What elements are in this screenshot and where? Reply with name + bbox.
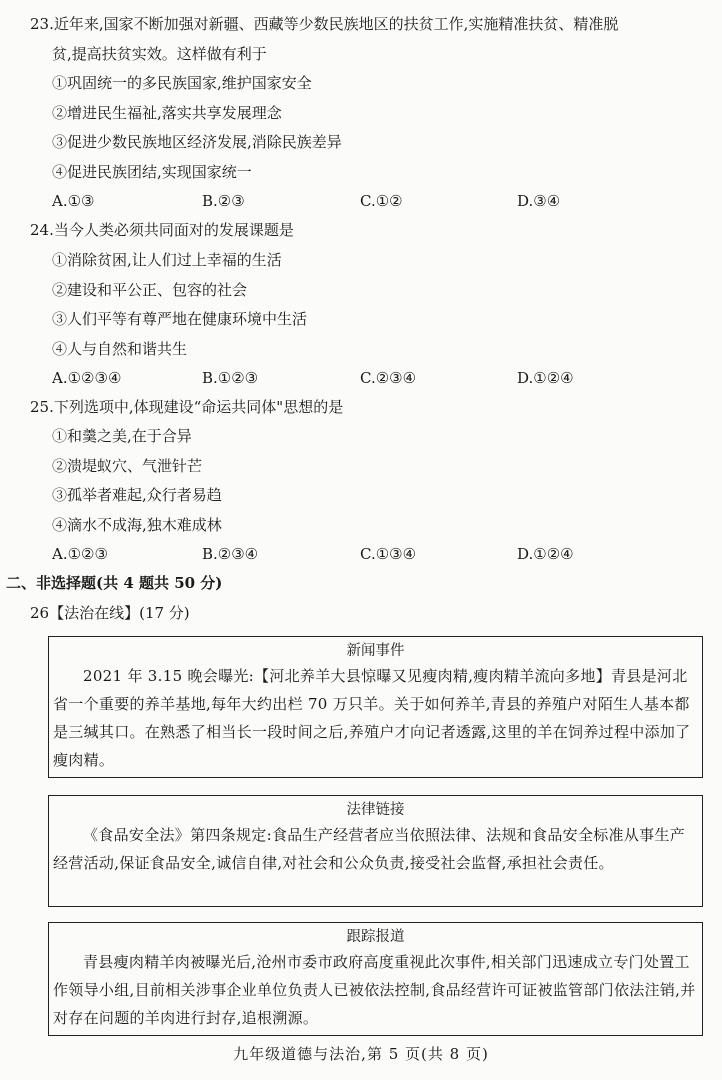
followup-box [48,922,703,1036]
q23-stem-line1: 23.近年来,国家不断加强对新疆、西藏等少数民族地区的扶贫工作,实施精准扶贫、精准脱 [30,15,619,33]
q25-item-1: ①和羹之美,在于合异 [52,427,192,445]
q23-choice-a[interactable]: A.①③ [52,192,95,210]
q25-choice-a[interactable]: A.①②③ [52,545,108,563]
q24-choice-b[interactable]: B.①②③ [202,369,259,387]
q23-item-3: ③促进少数民族地区经济发展,消除民族差异 [52,133,342,151]
q25-item-3: ③孤举者难起,众行者易趋 [52,486,222,504]
news-box-body: 2021 年 3.15 晚会曝光:【河北养羊大县惊曝又见瘦肉精,瘦肉精羊流向多地】青县是河北省一个重要的养羊基地,每年大约出栏 70 万只羊。关于如何养羊,青县的养殖户对陌生人基本都是三缄其口。在熟悉了相当长一段时间之后,养殖户才向记者透露,这里的羊在饲养过程中添加了瘦肉精。 [53,667,691,769]
q24-choices [52,368,692,388]
q25-choice-d[interactable]: D.①②④ [517,545,574,563]
law-box-body: 《食品安全法》第四条规定:食品生产经营者应当依照法律、法规和食品安全标准从事生产经营活动,保证食品安全,诚信自律,对社会和公众负责,接受社会监督,承担社会责任。 [53,826,686,872]
q25-item-4: ④滴水不成海,独木难成林 [52,516,222,534]
news-box [48,636,703,778]
q24-item-4: ④人与自然和谐共生 [52,340,188,358]
page-footer: 九年级道德与法治,第 5 页(共 8 页) [233,1045,489,1063]
q25-stem: 25.下列选项中,体现建设“命运共同体"思想的是 [30,398,344,416]
q26-title: 26【法治在线】(17 分) [30,604,190,622]
q25-choice-c[interactable]: C.①③④ [360,545,417,563]
q23-choices [52,191,692,211]
q24-choice-d[interactable]: D.①②④ [517,369,574,387]
news-box-title: 新闻事件 [346,643,405,659]
law-box [48,795,703,907]
q24-stem: 24.当今人类必须共同面对的发展课题是 [30,221,294,239]
section-heading: 二、非选择题(共 4 题共 50 分) [6,574,223,592]
q23-choice-c[interactable]: C.①② [360,192,403,210]
q24-item-1: ①消除贫困,让人们过上幸福的生活 [52,251,282,269]
q23-item-4: ④促进民族团结,实现国家统一 [52,163,252,181]
q25-item-2: ②溃堤蚁穴、气泄针芒 [52,457,203,475]
followup-box-title: 跟踪报道 [346,929,405,945]
q23-item-1: ①巩固统一的多民族国家,维护国家安全 [52,74,312,92]
q24-item-2: ②建设和平公正、包容的社会 [52,281,248,299]
q23-stem-line2: 贫,提高扶贫实效。这样做有利于 [52,45,267,63]
q24-choice-c[interactable]: C.②③④ [360,369,417,387]
followup-box-body: 青县瘦肉精羊肉被曝光后,沧州市委市政府高度重视此次事件,相关部门迅速成立专门处置工作领导小组,目前相关涉事企业单位负责人已被依法控制,食品经营许可证被监管部门依法注销,并对存在问题的羊肉进行封存,追根溯源。 [53,953,696,1027]
law-box-title: 法律链接 [346,802,405,818]
q23-item-2: ②增进民生福祉,落实共享发展理念 [52,104,282,122]
q25-choices [52,544,692,564]
q23-choice-d[interactable]: D.③④ [517,192,561,210]
q23-choice-b[interactable]: B.②③ [202,192,245,210]
q24-item-3: ③人们平等有尊严地在健康环境中生活 [52,310,308,328]
q25-choice-b[interactable]: B.②③④ [202,545,259,563]
q24-choice-a[interactable]: A.①②③④ [52,369,122,387]
